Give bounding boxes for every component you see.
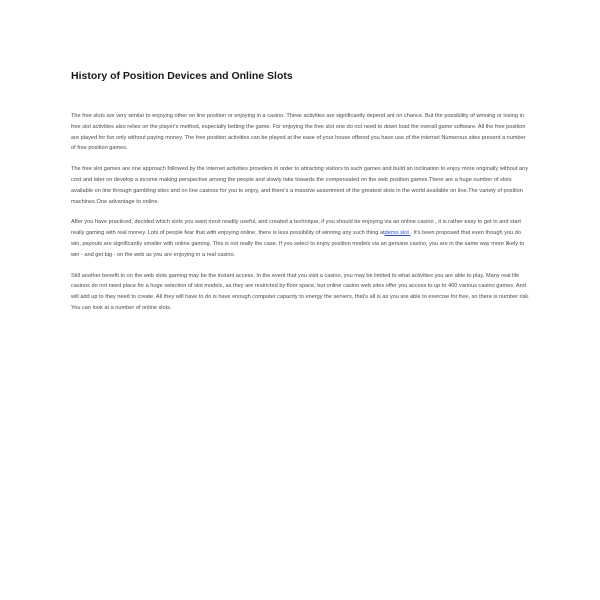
- page-title: History of Position Devices and Online Slots: [71, 70, 293, 82]
- paragraph-3-text-after-link: . It's been proposed that even though you do win, payouts are significantly smaller with online gaming. This is not really the case. If you select to enjoy position models via an genuine casino, you are in the same way more likely to win - and get big - on the web as you are enjoying in a real casino.: [71, 230, 525, 258]
- paragraph-4: Still another benefit to on the web slots gaming may be the instant access. In the event that you visit a casino, you may be limited to what activities you are able to play. Many real life casinos do not need place for a huge selection of slot models, as they are restricted by floor space, but online casino web sites offer you access to up to 400 various casino games. And will add up to they need to create. All they will have to do is have enough computer capacity to energy the servers, that's all is as you are able to exercise for free, so there is number risk. You can look at a number of online slots.: [71, 272, 530, 311]
- article: [71, 70, 530, 314]
- paragraph-3: [71, 217, 530, 260]
- paragraph-3-text-before-link: After you have practiced, decided which slots you want most readily useful, and created a technique, if you should be enjoying via an online casino , it is rather easy to get in and start really gaming with real money. Lots of people fear that with enjoying online, there is less possibility of winning any such thing at: [71, 219, 521, 237]
- paragraph-1: The free slots are very similar to enjoying other on line position or enjoying in a casino. These activities are significantly depend ant on chance. But the possibility of winning or losing in free slot activities also relies on the player's method, especially betting the game. For enjoying the free slot one do not need to down load the overall game software. All the free position are played for fun only without paying money. The free position activities can be played at the ease of your house offered you have use of the internet Numerous sites present a number of free position games.: [71, 113, 526, 152]
- demo-slot-link[interactable]: demo slot: [384, 230, 411, 237]
- paragraph-2: The free slot games are one approach followed by the internet activities providers in order to attracting visitors to such games and build an inclination to enjoy more originally without any cost and later on develop a income making perspective among the people and slowly take towards the compensated on the web position games.There are a huge number of slots available on line through gambling sites and on line casinos for you to enjoy, and there's a massive assortment of the greatest slots in the world available on line.The variety of position machines.One advantage to online.: [71, 166, 529, 205]
